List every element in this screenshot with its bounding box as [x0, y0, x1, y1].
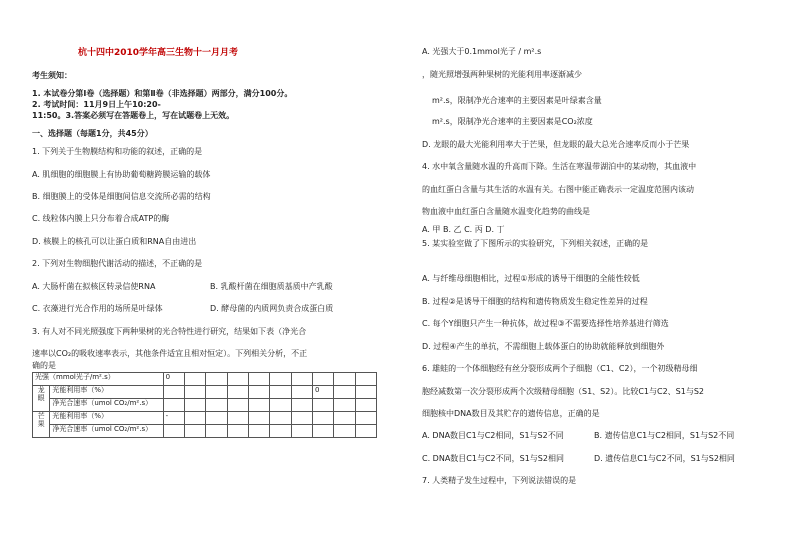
- q6-stem-line1: 6. 雄蛙的一个体细胞经有丝分裂形成两个子细胞（C1、C2），一个初级精母细: [422, 364, 698, 373]
- table-cell: [227, 399, 248, 412]
- table-cell: 光强（mmol光子/m².s）: [33, 373, 164, 386]
- q1-option-a: A. 肌细胞的细胞膜上有协助葡萄糖跨膜运输的载体: [32, 170, 211, 179]
- q6-option-d: D. 遗传信息C1与C2不同，S1与S2相同: [594, 454, 735, 463]
- table-cell: [184, 425, 205, 438]
- table-cell: 0: [163, 373, 184, 386]
- table-cell: [248, 425, 269, 438]
- table-cell: [163, 399, 184, 412]
- table-group-label: 芒果: [33, 412, 50, 438]
- table-cell: [312, 373, 333, 386]
- table-cell: [334, 412, 355, 425]
- table-cell: [270, 386, 291, 399]
- table-cell: [270, 412, 291, 425]
- q3-stem-line3: 确的是: [32, 361, 56, 370]
- table-cell: [355, 373, 376, 386]
- table-cell: [270, 373, 291, 386]
- q2-stem: 2. 下列对生物细胞代谢活动的描述，不正确的是: [32, 259, 203, 268]
- q6-option-a: A. DNA数目C1与C2相同，S1与S2不同: [422, 431, 564, 440]
- table-cell: [334, 425, 355, 438]
- table-cell: [291, 373, 312, 386]
- table-cell: [270, 399, 291, 412]
- table-row: [33, 425, 377, 438]
- table-cell: -: [163, 412, 184, 425]
- q3-option-a-cont: ，随光照增强两种果树的光能利用率逐渐减少: [422, 70, 582, 79]
- q6-option-c: C. DNA数目C1与C2不同，S1与S2相同: [422, 454, 564, 463]
- q2-option-b: B. 乳酸杆菌在细胞质基质中产乳酸: [210, 282, 333, 291]
- table-cell: [206, 373, 227, 386]
- table-cell: [206, 386, 227, 399]
- q7-stem: 7. 人类精子发生过程中，下列说法错误的是: [422, 476, 577, 485]
- table-cell: [206, 425, 227, 438]
- q2-option-c: C. 衣藻进行光合作用的场所是叶绿体: [32, 304, 163, 313]
- q4-stem-line2: 的血红蛋白含量与其生活的水温有关。右图中能正确表示一定温度范围内该动: [422, 185, 694, 194]
- table-cell: [291, 399, 312, 412]
- table-cell: [270, 425, 291, 438]
- q4-options: A. 甲 B. 乙 C. 丙 D. 丁: [422, 225, 505, 234]
- q3-option-a: A. 光强大于0.1mmol光子 / m².s: [422, 47, 542, 56]
- table-cell: 光能利用率（%）: [50, 412, 163, 425]
- table-cell: [355, 425, 376, 438]
- q5-option-b: B. 过程②是诱导干细胞的结构和遗传物质发生稳定性差异的过程: [422, 297, 648, 306]
- table-cell: [291, 386, 312, 399]
- q3-option-c: m².s，限制净光合速率的主要因素是CO₂浓度: [432, 117, 593, 126]
- q3-stem-line1: 3. 有人对不同光照强度下两种果树的光合特性进行研究，结果如下表（净光合: [32, 327, 307, 336]
- table-cell: [184, 373, 205, 386]
- q6-stem-line2: 胞经减数第一次分裂形成两个次级精母细胞（S1、S2）。比较C1与C2、S1与S2: [422, 387, 705, 396]
- table-group-label: 龙眼: [33, 386, 50, 412]
- q2-option-d: D. 酵母菌的内质网负责合成蛋白质: [210, 304, 334, 313]
- table-cell: [163, 386, 184, 399]
- table-cell: 净光合速率（umol CO₂/m².s）: [50, 399, 163, 412]
- note-item-2: 2. 考试时间：11月9日上午10:20-: [32, 100, 161, 109]
- q5-stem: 5. 某实验室做了下图所示的实验研究，下列相关叙述，正确的是: [422, 239, 649, 248]
- table-cell: [248, 399, 269, 412]
- table-cell: [206, 399, 227, 412]
- q5-option-d: D. 过程④产生的单抗，不需细胞上载体蛋白的协助就能释放到细胞外: [422, 342, 665, 351]
- table-cell: [227, 386, 248, 399]
- note-item-1: 1. 本试卷分第Ⅰ卷（选择题）和第Ⅱ卷（非选择题）两部分，满分100分。: [32, 89, 293, 98]
- table-cell: 净光合速率（umol CO₂/m².s）: [50, 425, 163, 438]
- table-cell: 0: [312, 386, 333, 399]
- table-cell: [248, 412, 269, 425]
- q1-option-d: D. 核膜上的核孔可以让蛋白质和RNA自由进出: [32, 237, 197, 246]
- q1-option-b: B. 细胞膜上的受体是细胞间信息交流所必需的结构: [32, 192, 211, 201]
- table-cell: [312, 425, 333, 438]
- table-cell: [291, 425, 312, 438]
- table-cell: [248, 373, 269, 386]
- q4-stem-line1: 4. 水中氧含量随水温的升高而下降。生活在寒温带湖泊中的某动物，其血液中: [422, 162, 697, 171]
- q6-stem-line3: 细胞核中DNA数目及其贮存的遗传信息，正确的是: [422, 409, 600, 418]
- table-cell: [355, 412, 376, 425]
- table-cell: [334, 386, 355, 399]
- q2-option-a: A. 大肠杆菌在拟核区转录信使RNA: [32, 282, 156, 291]
- table-cell: [291, 412, 312, 425]
- q5-option-a: A. 与纤维母细胞相比，过程①形成的诱导干细胞的全能性较低: [422, 274, 640, 283]
- q1-stem: 1. 下列关于生物膜结构和功能的叙述，正确的是: [32, 147, 203, 156]
- notes-heading: 考生须知：: [32, 71, 72, 80]
- table-cell: [334, 399, 355, 412]
- table-cell: [312, 412, 333, 425]
- q3-option-d: D. 龙眼的最大光能利用率大于芒果，但龙眼的最大总光合速率反而小于芒果: [422, 140, 690, 149]
- q1-option-c: C. 线粒体内膜上只分布着合成ATP的酶: [32, 214, 170, 223]
- table-cell: [227, 425, 248, 438]
- table-row: [33, 373, 377, 386]
- table-cell: [227, 373, 248, 386]
- table-cell: 光能利用率（%）: [50, 386, 163, 399]
- q3-option-b: m².s，限制净光合速率的主要因素是叶绿素含量: [432, 96, 602, 105]
- q6-option-b: B. 遗传信息C1与C2相同，S1与S2不同: [594, 431, 735, 440]
- q3-data-table: [32, 372, 377, 438]
- note-item-3: 11:50。3.答案必须写在答题卷上，写在试题卷上无效。: [32, 111, 235, 120]
- table-cell: [163, 425, 184, 438]
- table-cell: [227, 412, 248, 425]
- table-cell: [184, 386, 205, 399]
- table-cell: [355, 386, 376, 399]
- exam-title: 杭十四中2010学年高三生物十一月月考: [78, 48, 239, 58]
- table-cell: [184, 399, 205, 412]
- table-cell: [184, 412, 205, 425]
- table-cell: [355, 399, 376, 412]
- q5-option-c: C. 每个Y细胞只产生一种抗体，故过程③不需要选择性培养基进行筛选: [422, 319, 669, 328]
- table-row: [33, 386, 377, 399]
- table-row: [33, 412, 377, 425]
- table-cell: [312, 399, 333, 412]
- q3-stem-line2: 速率以CO₂的吸收速率表示，其他条件适宜且相对恒定）。下列相关分析，不正: [32, 349, 308, 358]
- q4-stem-line3: 物血液中血红蛋白含量随水温变化趋势的曲线是: [422, 207, 590, 216]
- table-cell: [206, 412, 227, 425]
- section-heading: 一、选择题（每题1分，共45分）: [32, 129, 153, 138]
- table-cell: [334, 373, 355, 386]
- table-row: [33, 399, 377, 412]
- table-cell: [248, 386, 269, 399]
